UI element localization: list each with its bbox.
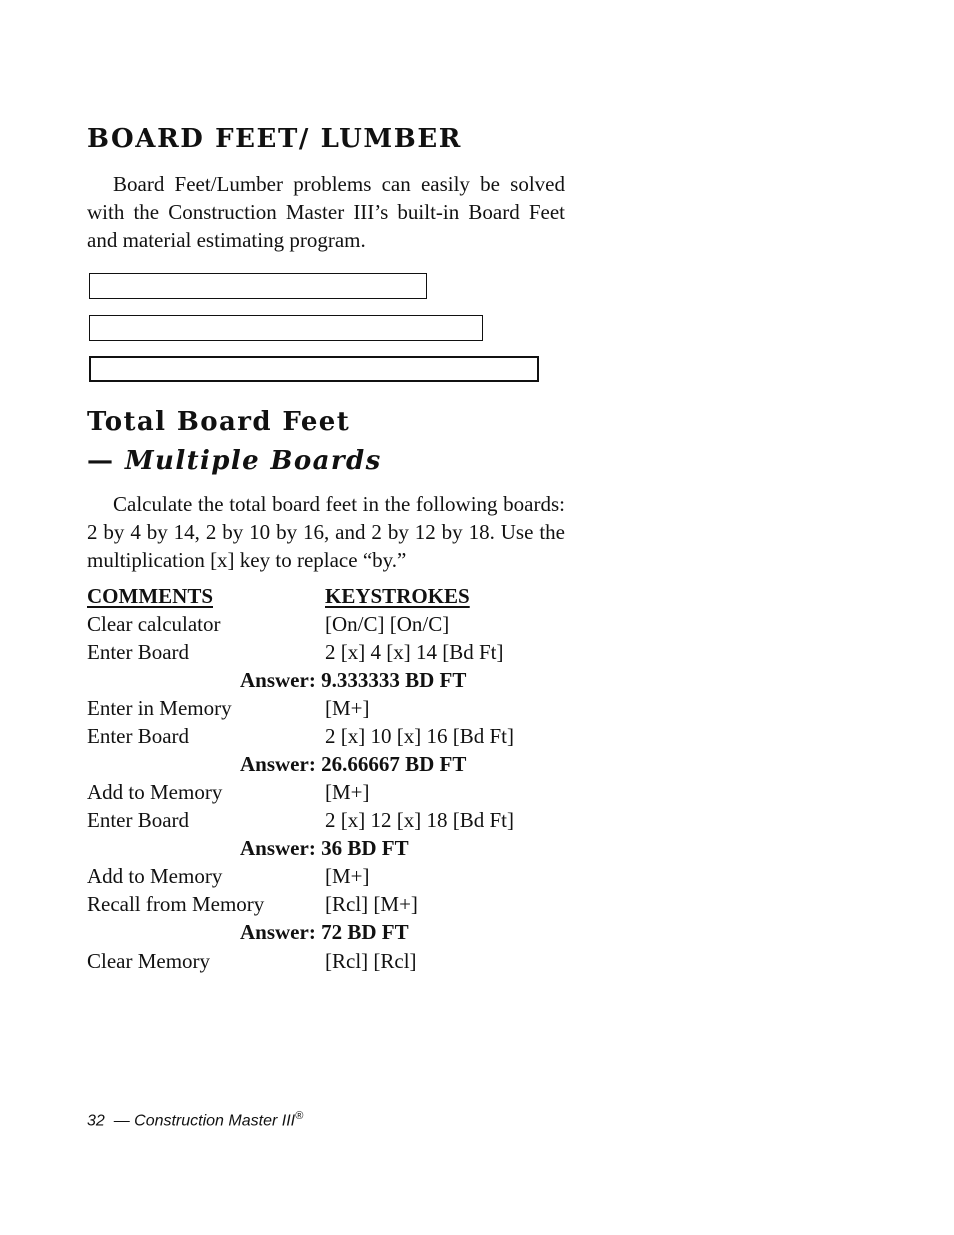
subheading-italic: Multiple Boards [124, 446, 382, 476]
table-header [87, 582, 567, 610]
page-footer [87, 1110, 303, 1130]
intro-paragraph: Board Feet/Lumber problems can easily be solved with the Construction Master III’s built-in Board Feet and material estimating program. [87, 172, 565, 252]
table-row [87, 862, 567, 890]
row-comment: Enter Board [87, 640, 190, 664]
registered-mark: ® [295, 1110, 304, 1122]
row-comment: Recall from Memory [87, 892, 265, 916]
empty-box-3 [89, 356, 539, 382]
row-comment: Enter Board [87, 724, 190, 748]
problem-paragraph: Calculate the total board feet in the following boards: 2 by 4 by 14, 2 by 10 by 16, and 2 by 12 by 18. Use the multiplication [x] key to replace “by.” [87, 492, 565, 572]
row-comment: Add to Memory [87, 864, 223, 888]
row-keystrokes: 2 [x] 4 [x] 14 [Bd Ft] [325, 640, 504, 664]
table-row [87, 806, 567, 834]
row-keystrokes: 2 [x] 10 [x] 16 [Bd Ft] [325, 724, 514, 748]
row-keystrokes: [M+] [325, 780, 370, 804]
subheading-dash: — [87, 446, 115, 476]
subheading-line2 [87, 446, 382, 476]
table-row [87, 610, 567, 638]
footer-title: — Construction Master III [113, 1112, 296, 1130]
table-row [87, 890, 567, 918]
row-comment: Clear Memory [87, 949, 211, 973]
row-keystrokes: [On/C] [On/C] [325, 612, 450, 636]
table-row [87, 947, 567, 975]
table-row [87, 694, 567, 722]
empty-box-1 [89, 273, 427, 299]
answer-line: Answer: 72 BD FT [240, 920, 409, 944]
row-keystrokes: [Rcl] [M+] [325, 892, 418, 916]
row-keystrokes: [M+] [325, 864, 370, 888]
subheading-line1: Total Board Feet [87, 407, 351, 437]
row-comment: Enter Board [87, 808, 190, 832]
header-comments: COMMENTS [87, 584, 213, 608]
row-keystrokes: [M+] [325, 696, 370, 720]
row-comment: Clear calculator [87, 612, 221, 636]
section-heading: BOARD FEET/ LUMBER [87, 124, 462, 154]
row-keystrokes: 2 [x] 12 [x] 18 [Bd Ft] [325, 808, 514, 832]
table-row [87, 638, 567, 666]
row-comment: Add to Memory [87, 780, 223, 804]
table-row [87, 722, 567, 750]
answer-line: Answer: 26.66667 BD FT [240, 752, 467, 776]
table-row [87, 778, 567, 806]
header-keystrokes: KEYSTROKES [325, 584, 470, 608]
row-keystrokes: [Rcl] [Rcl] [325, 949, 417, 973]
empty-box-2 [89, 315, 483, 341]
page-number: 32 [87, 1112, 105, 1130]
answer-line: Answer: 9.333333 BD FT [240, 668, 467, 692]
answer-line: Answer: 36 BD FT [240, 836, 409, 860]
row-comment: Enter in Memory [87, 696, 232, 720]
